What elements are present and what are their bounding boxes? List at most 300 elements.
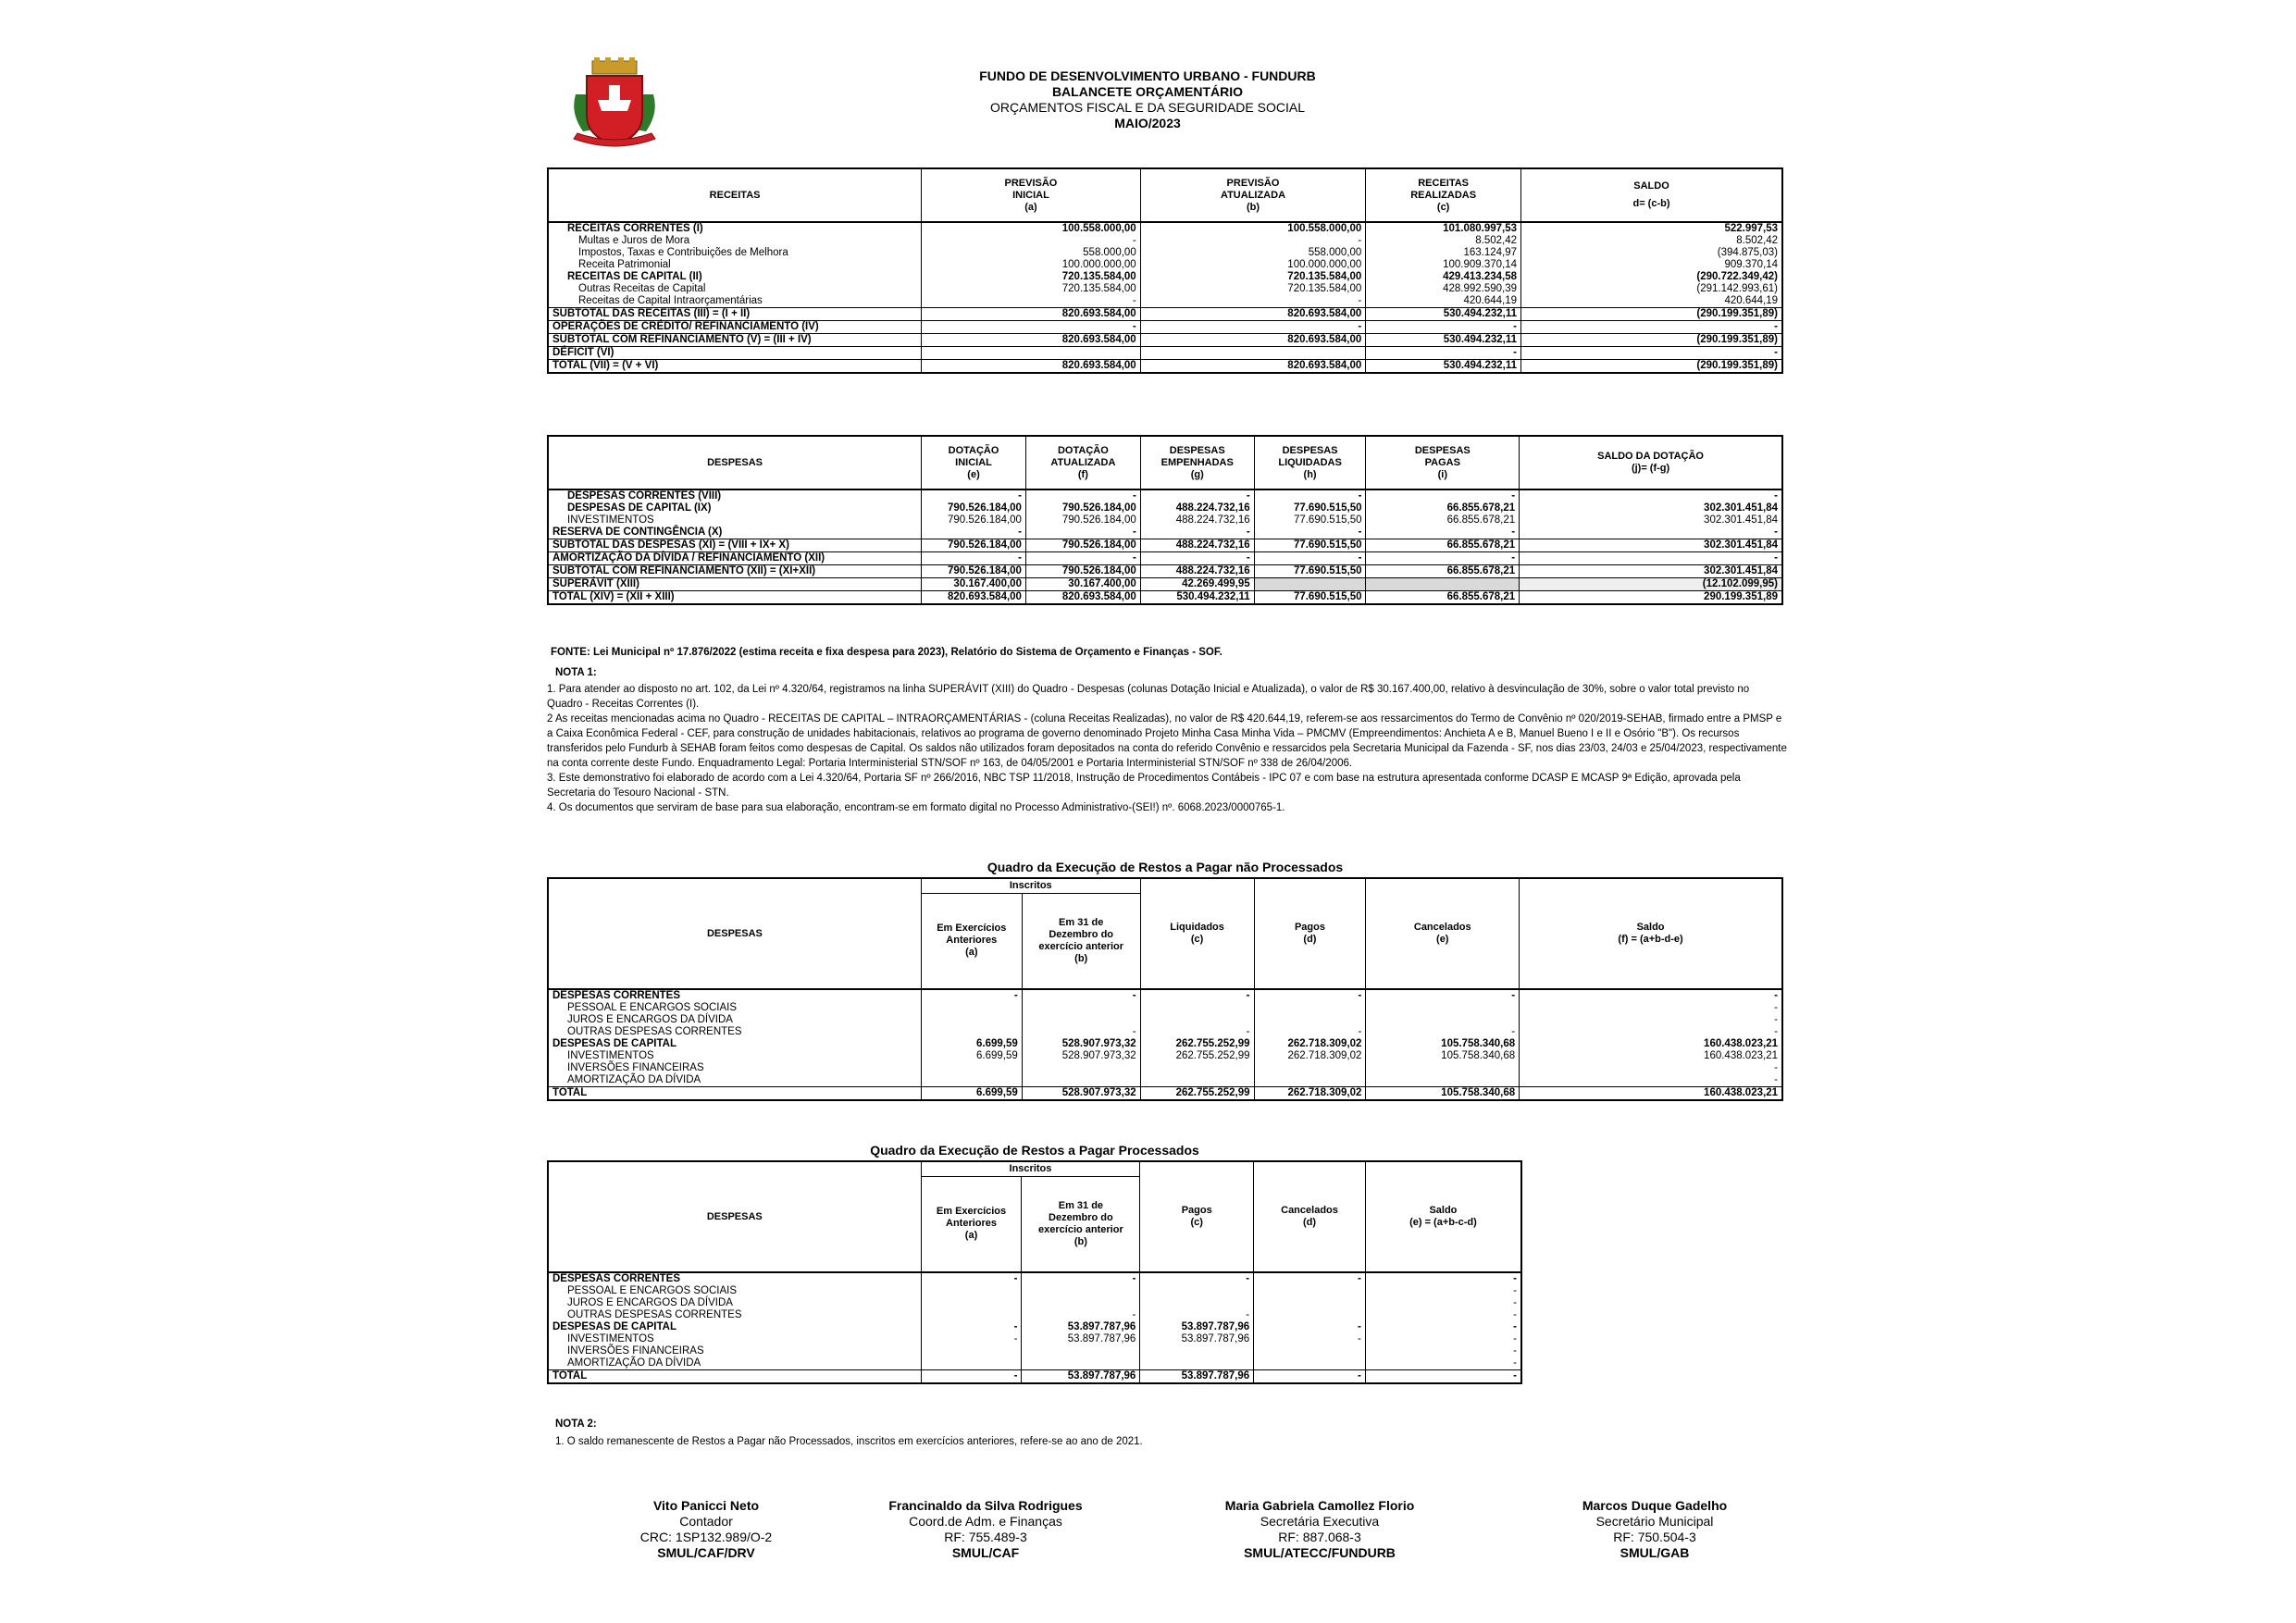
cell-value xyxy=(921,1074,1022,1087)
cell-value: 6.699,59 xyxy=(921,1050,1022,1062)
table-row xyxy=(548,334,1782,347)
row-label: PESSOAL E ENCARGOS SOCIAIS xyxy=(548,1285,921,1297)
cell-value: 820.693.584,00 xyxy=(1140,360,1366,374)
cell-value: 488.224.732,16 xyxy=(1140,502,1254,514)
cell-value xyxy=(1366,1002,1520,1014)
cell-value xyxy=(921,1026,1022,1038)
table-row xyxy=(548,1050,1782,1062)
cell-value: 820.693.584,00 xyxy=(922,308,1141,321)
cell-value xyxy=(1140,1345,1254,1357)
signatory-role: Contador xyxy=(679,1514,733,1529)
cell-value: - xyxy=(922,235,1141,247)
coat-of-arms-logo xyxy=(566,57,663,154)
cell-value: 262.718.309,02 xyxy=(1254,1050,1366,1062)
cell-value: - xyxy=(1520,527,1782,539)
cell-value: 53.897.787,96 xyxy=(1140,1321,1254,1333)
row-label: TOTAL (XIV) = (XII + XIII) xyxy=(548,591,922,605)
cell-value: - xyxy=(1140,489,1254,502)
row-label: AMORTIZAÇÃO DA DÍVIDA xyxy=(548,1357,921,1370)
header-subtitle: BALANCETE ORÇAMENTÁRIO xyxy=(1051,84,1244,99)
cell-value: 302.301.451,84 xyxy=(1520,565,1782,578)
table-row xyxy=(548,1333,1521,1345)
col-header-liquidados: Liquidados (c) xyxy=(1140,878,1254,989)
cell-value: - xyxy=(1254,527,1366,539)
cell-value xyxy=(921,1357,1022,1370)
col-header-previsao-atualizada: PREVISÃO ATUALIZADA (b) xyxy=(1140,168,1366,222)
cell-value: 42.269.499,95 xyxy=(1140,578,1254,591)
note-item-4: 4. Os documentos que serviram de base para sua elaboração, encontram-se em formato digital no Processo Administrativo-(SEI!) nº. 6068.2023/0000765-1. xyxy=(547,802,1285,813)
table-row xyxy=(548,1370,1521,1384)
cell-value xyxy=(1366,578,1520,591)
cell-value xyxy=(1022,1357,1140,1370)
cell-value: 66.855.678,21 xyxy=(1366,502,1520,514)
col-header-saldo: Saldo (e) = (a+b-c-d) xyxy=(1365,1161,1521,1272)
row-label: DESPESAS CORRENTES xyxy=(548,1272,921,1285)
cell-value: 8.502,42 xyxy=(1521,235,1782,247)
cell-value: 530.494.232,11 xyxy=(1366,360,1521,374)
cell-value: - xyxy=(1025,527,1140,539)
table-row xyxy=(548,1297,1521,1309)
table-row xyxy=(548,1087,1782,1101)
cell-value: - xyxy=(1022,1272,1140,1285)
col-header-despesas-pagas: DESPESAS PAGAS (i) xyxy=(1366,436,1520,489)
cell-value: 66.855.678,21 xyxy=(1366,539,1520,552)
col-header-31-dezembro: Em 31 de Dezembro do exercício anterior (b) xyxy=(1022,893,1140,989)
cell-value: 558.000,00 xyxy=(1140,247,1366,259)
cell-value: 790.526.184,00 xyxy=(1025,514,1140,527)
cell-value xyxy=(1140,1297,1254,1309)
signatory-name: Maria Gabriela Camollez Florio xyxy=(1224,1498,1415,1513)
cell-value: 488.224.732,16 xyxy=(1140,539,1254,552)
col-header-31-dezembro: Em 31 de Dezembro do exercício anterior (b) xyxy=(1022,1176,1140,1272)
cell-value: - xyxy=(1140,1309,1254,1321)
row-label: RECEITAS CORRENTES (I) xyxy=(548,222,922,235)
cell-value: 528.907.973,32 xyxy=(1022,1087,1140,1101)
cell-value xyxy=(921,1062,1022,1074)
cell-value: 820.693.584,00 xyxy=(1140,334,1366,347)
signatory-registry: RF: 887.068-3 xyxy=(1278,1530,1361,1544)
cell-value: - xyxy=(1520,489,1782,502)
col-header-dotacao-inicial: DOTAÇÃO INICIAL (e) xyxy=(922,436,1026,489)
cell-value: - xyxy=(1254,1272,1366,1285)
signature-block xyxy=(586,1498,826,1561)
nota1-title: NOTA 1: xyxy=(555,667,597,678)
col-header-inscritos: Inscritos xyxy=(921,1161,1140,1176)
cell-value: - xyxy=(921,1370,1022,1384)
cell-value xyxy=(1254,1297,1366,1309)
cell-value: 558.000,00 xyxy=(922,247,1141,259)
cell-value: - xyxy=(1365,1309,1521,1321)
row-label: DÉFICIT (VI) xyxy=(548,347,922,360)
rpp-title: Quadro da Execução de Restos a Pagar Processados xyxy=(870,1143,1199,1158)
row-label: INVESTIMENTOS xyxy=(548,1050,921,1062)
cell-value: - xyxy=(1365,1333,1521,1345)
cell-value: 790.526.184,00 xyxy=(922,514,1026,527)
row-label: DESPESAS CORRENTES (VIII) xyxy=(548,489,922,502)
cell-value xyxy=(1140,1357,1254,1370)
row-label: SUBTOTAL DAS DESPESAS (XI) = (VIII + IX+ X) xyxy=(548,539,922,552)
cell-value: - xyxy=(1022,989,1140,1002)
col-header-despesas: DESPESAS xyxy=(548,436,922,489)
signatory-unit: SMUL/CAF xyxy=(951,1545,1020,1560)
cell-value: 105.758.340,68 xyxy=(1366,1038,1520,1050)
cell-value: 262.755.252,99 xyxy=(1140,1038,1254,1050)
cell-value: 530.494.232,11 xyxy=(1366,334,1521,347)
cell-value: - xyxy=(1366,321,1521,334)
table-row xyxy=(548,502,1782,514)
cell-value: 77.690.515,50 xyxy=(1254,514,1366,527)
cell-value: - xyxy=(1140,552,1254,565)
cell-value: 160.438.023,21 xyxy=(1520,1038,1782,1050)
cell-value: 720.135.584,00 xyxy=(1140,271,1366,283)
cell-value: - xyxy=(921,1321,1022,1333)
cell-value xyxy=(1254,1002,1366,1014)
cell-value: 66.855.678,21 xyxy=(1366,514,1520,527)
cell-value: - xyxy=(1365,1345,1521,1357)
table-row xyxy=(548,321,1782,334)
cell-value: (290.199.351,89) xyxy=(1521,334,1782,347)
cell-value xyxy=(1366,1062,1520,1074)
table-row xyxy=(548,271,1782,283)
cell-value: - xyxy=(1140,321,1366,334)
cell-value: - xyxy=(1140,1272,1254,1285)
signatory-name: Francinaldo da Silva Rodrigues xyxy=(888,1498,1083,1513)
cell-value: - xyxy=(1366,347,1521,360)
cell-value: - xyxy=(1025,489,1140,502)
signatory-unit: SMUL/ATECC/FUNDURB xyxy=(1244,1545,1396,1560)
cell-value: - xyxy=(1521,347,1782,360)
document-header xyxy=(925,68,1370,131)
table-row xyxy=(548,591,1782,605)
col-header-cancelados: Cancelados (d) xyxy=(1254,1161,1366,1272)
cell-value xyxy=(1254,1062,1366,1074)
row-label: OPERAÇÕES DE CRÉDITO/ REFINANCIAMENTO (IV) xyxy=(548,321,922,334)
note-item-3: 3. Este demonstrativo foi elaborado de acordo com a Lei 4.320/64, Portaria SF nº 266/2016, NBC TSP 11/2018, Instrução de Procedimentos Contábeis - IPC 07 e com base na estrutura apresentada conforme DCASP E MCASP 9ª Edição, aprovada pela Secretaria do Tesouro Nacional - STN. xyxy=(547,773,1741,799)
cell-value: 262.755.252,99 xyxy=(1140,1087,1254,1101)
cell-value xyxy=(1022,1002,1140,1014)
cell-value: 77.690.515,50 xyxy=(1254,591,1366,605)
signatory-unit: SMUL/GAB xyxy=(1620,1545,1690,1560)
cell-value: - xyxy=(1365,1285,1521,1297)
cell-value: 530.494.232,11 xyxy=(1366,308,1521,321)
cell-value: - xyxy=(1140,235,1366,247)
cell-value: 720.135.584,00 xyxy=(1140,283,1366,295)
cell-value xyxy=(1140,1074,1254,1087)
col-header-exercicios-anteriores: Em Exercícios Anteriores (a) xyxy=(921,893,1022,989)
table-row xyxy=(548,1357,1521,1370)
table-row xyxy=(548,552,1782,565)
cell-value: - xyxy=(1520,1026,1782,1038)
cell-value xyxy=(921,1345,1022,1357)
col-header-pagos: Pagos (d) xyxy=(1254,878,1366,989)
table-row xyxy=(548,514,1782,527)
cell-value: - xyxy=(1254,489,1366,502)
cell-value: - xyxy=(1140,295,1366,308)
cell-value: - xyxy=(1365,1297,1521,1309)
cell-value: - xyxy=(1366,1026,1520,1038)
cell-value xyxy=(1254,1014,1366,1026)
cell-value xyxy=(1254,1285,1366,1297)
row-label: Impostos, Taxas e Contribuições de Melhora xyxy=(548,247,922,259)
cell-value xyxy=(1140,347,1366,360)
cell-value: 53.897.787,96 xyxy=(1140,1333,1254,1345)
rpnp-title: Quadro da Execução de Restos a Pagar não Processados xyxy=(987,860,1344,874)
cell-value: - xyxy=(1025,552,1140,565)
cell-value xyxy=(1022,1297,1140,1309)
cell-value: (290.199.351,89) xyxy=(1521,360,1782,374)
despesas-table xyxy=(547,435,1783,605)
table-row xyxy=(548,565,1782,578)
cell-value xyxy=(921,1297,1022,1309)
cell-value: (291.142.993,61) xyxy=(1521,283,1782,295)
cell-value: 262.718.309,02 xyxy=(1254,1038,1366,1050)
col-header-receitas: RECEITAS xyxy=(548,168,922,222)
cell-value: 160.438.023,21 xyxy=(1520,1087,1782,1101)
cell-value: 790.526.184,00 xyxy=(922,565,1026,578)
row-label: SUBTOTAL COM REFINANCIAMENTO (V) = (III + IV) xyxy=(548,334,922,347)
cell-value xyxy=(1140,1014,1254,1026)
cell-value xyxy=(921,1014,1022,1026)
cell-value xyxy=(1366,1074,1520,1087)
cell-value: - xyxy=(1365,1370,1521,1384)
row-label: INVESTIMENTOS xyxy=(548,1333,921,1345)
cell-value: 100.558.000,00 xyxy=(1140,222,1366,235)
cell-value: - xyxy=(1254,1321,1366,1333)
table-row xyxy=(548,360,1782,374)
cell-value: 420.644,19 xyxy=(1366,295,1521,308)
table-row xyxy=(548,259,1782,271)
cell-value xyxy=(1140,1062,1254,1074)
table-row xyxy=(548,222,1782,235)
table-row xyxy=(548,489,1782,502)
cell-value: 100.000.000,00 xyxy=(922,259,1141,271)
table-row xyxy=(548,527,1782,539)
cell-value: 790.526.184,00 xyxy=(1025,565,1140,578)
row-label: INVERSÕES FINANCEIRAS xyxy=(548,1345,921,1357)
cell-value: 790.526.184,00 xyxy=(1025,502,1140,514)
cell-value: - xyxy=(921,1272,1022,1285)
col-header-saldo: Saldo (f) = (a+b-d-e) xyxy=(1520,878,1782,989)
cell-value: - xyxy=(1520,989,1782,1002)
nota2-body: 1. O saldo remanescente de Restos a Pagar não Processados, inscritos em exercícios anteriores, refere-se ao ano de 2021. xyxy=(555,1436,1143,1447)
row-label: JUROS E ENCARGOS DA DÍVIDA xyxy=(548,1014,921,1026)
cell-value: - xyxy=(1366,489,1520,502)
cell-value: 163.124,97 xyxy=(1366,247,1521,259)
cell-value: 53.897.787,96 xyxy=(1022,1321,1140,1333)
cell-value: 77.690.515,50 xyxy=(1254,565,1366,578)
cell-value xyxy=(1254,578,1366,591)
header-title: FUNDO DE DESENVOLVIMENTO URBANO - FUNDURB xyxy=(979,68,1316,83)
cell-value: - xyxy=(1254,1333,1366,1345)
table-row xyxy=(548,1062,1782,1074)
cell-value: (290.199.351,89) xyxy=(1521,308,1782,321)
table-row xyxy=(548,1309,1521,1321)
row-label: Outras Receitas de Capital xyxy=(548,283,922,295)
cell-value: - xyxy=(1254,552,1366,565)
row-label: INVESTIMENTOS xyxy=(548,514,922,527)
header-scope: ORÇAMENTOS FISCAL E DA SEGURIDADE SOCIAL xyxy=(990,100,1305,115)
cell-value: 302.301.451,84 xyxy=(1520,514,1782,527)
cell-value: 488.224.732,16 xyxy=(1140,514,1254,527)
col-header-exercicios-anteriores: Em Exercícios Anteriores (a) xyxy=(921,1176,1022,1272)
cell-value: 820.693.584,00 xyxy=(922,591,1026,605)
cell-value: 820.693.584,00 xyxy=(922,360,1141,374)
cell-value: 262.718.309,02 xyxy=(1254,1087,1366,1101)
cell-value: - xyxy=(921,989,1022,1002)
note-item-1: 1. Para atender ao disposto no art. 102, da Lei nº 4.320/64, registramos na linha SUPERÁVIT (XIII) do Quadro - Despesas (colunas Dotação Inicial e Atualizada), o valor de R$ 30.167.400,00, relativo à desvinculação de 30%, sobre o valor total previsto no Quadro - Receitas Correntes (I). xyxy=(547,684,1750,710)
cell-value: 428.992.590,39 xyxy=(1366,283,1521,295)
row-label: JUROS E ENCARGOS DA DÍVIDA xyxy=(548,1297,921,1309)
col-header-previsao-inicial: PREVISÃO INICIAL (a) xyxy=(922,168,1141,222)
col-header-despesas-empenhadas: DESPESAS EMPENHADAS (g) xyxy=(1140,436,1254,489)
cell-value: 100.909.370,14 xyxy=(1366,259,1521,271)
row-label: INVERSÕES FINANCEIRAS xyxy=(548,1062,921,1074)
cell-value: (290.722.349,42) xyxy=(1521,271,1782,283)
cell-value: 30.167.400,00 xyxy=(1025,578,1140,591)
table-row xyxy=(548,347,1782,360)
cell-value: - xyxy=(922,295,1141,308)
cell-value: 488.224.732,16 xyxy=(1140,565,1254,578)
cell-value: 820.693.584,00 xyxy=(1140,308,1366,321)
signatory-role: Coord.de Adm. e Finanças xyxy=(909,1514,1062,1529)
cell-value: 8.502,42 xyxy=(1366,235,1521,247)
cell-value xyxy=(1254,1309,1366,1321)
cell-value: 77.690.515,50 xyxy=(1254,502,1366,514)
cell-value: 101.080.997,53 xyxy=(1366,222,1521,235)
cell-value xyxy=(1254,1074,1366,1087)
signature-block xyxy=(1195,1498,1445,1561)
cell-value: 30.167.400,00 xyxy=(922,578,1026,591)
cell-value: 105.758.340,68 xyxy=(1366,1087,1520,1101)
cell-value: 790.526.184,00 xyxy=(922,539,1026,552)
cell-value: 66.855.678,21 xyxy=(1366,591,1520,605)
signatory-role: Secretário Municipal xyxy=(1595,1514,1714,1529)
row-label: RECEITAS DE CAPITAL (II) xyxy=(548,271,922,283)
cell-value: 105.758.340,68 xyxy=(1366,1050,1520,1062)
row-label: PESSOAL E ENCARGOS SOCIAIS xyxy=(548,1002,921,1014)
cell-value: 530.494.232,11 xyxy=(1140,591,1254,605)
row-label: Receitas de Capital Intraorçamentárias xyxy=(548,295,922,308)
col-header-despesas: DESPESAS xyxy=(548,1161,921,1272)
cell-value: 302.301.451,84 xyxy=(1520,502,1782,514)
cell-value: 302.301.451,84 xyxy=(1520,539,1782,552)
table-row xyxy=(548,1321,1521,1333)
cell-value: 909.370,14 xyxy=(1521,259,1782,271)
cell-value: - xyxy=(1520,552,1782,565)
cell-value xyxy=(1022,1345,1140,1357)
cell-value: 6.699,59 xyxy=(921,1038,1022,1050)
cell-value xyxy=(1022,1014,1140,1026)
cell-value: 160.438.023,21 xyxy=(1520,1050,1782,1062)
col-header-cancelados: Cancelados (e) xyxy=(1366,878,1520,989)
header-period: MAIO/2023 xyxy=(1114,116,1181,130)
row-label: DESPESAS DE CAPITAL xyxy=(548,1321,921,1333)
cell-value: 77.690.515,50 xyxy=(1254,539,1366,552)
cell-value: - xyxy=(921,1333,1022,1345)
col-header-dotacao-atualizada: DOTAÇÃO ATUALIZADA (f) xyxy=(1025,436,1140,489)
row-label: OUTRAS DESPESAS CORRENTES xyxy=(548,1026,921,1038)
col-header-receitas-realizadas: RECEITAS REALIZADAS (c) xyxy=(1366,168,1521,222)
row-label: TOTAL (VII) = (V + VI) xyxy=(548,360,922,374)
cell-value: - xyxy=(1365,1272,1521,1285)
col-header-saldo-dotacao: SALDO DA DOTAÇÃO (j)= (f-g) xyxy=(1520,436,1782,489)
cell-value: - xyxy=(1366,527,1520,539)
cell-value: 720.135.584,00 xyxy=(922,283,1141,295)
cell-value: - xyxy=(1520,1074,1782,1087)
cell-value: 100.000.000,00 xyxy=(1140,259,1366,271)
row-label: Multas e Juros de Mora xyxy=(548,235,922,247)
nota2-title: NOTA 2: xyxy=(555,1419,597,1430)
cell-value xyxy=(1022,1074,1140,1087)
cell-value: 820.693.584,00 xyxy=(1025,591,1140,605)
row-label: OUTRAS DESPESAS CORRENTES xyxy=(548,1309,921,1321)
table-row xyxy=(548,1074,1782,1087)
cell-value: 820.693.584,00 xyxy=(922,334,1141,347)
cell-value: - xyxy=(1366,552,1520,565)
cell-value: - xyxy=(1140,1026,1254,1038)
cell-value: 53.897.787,96 xyxy=(1022,1370,1140,1384)
cell-value: - xyxy=(1366,989,1520,1002)
table-row xyxy=(548,295,1782,308)
table-row xyxy=(548,989,1782,1002)
col-header-despesas: DESPESAS xyxy=(548,878,921,989)
col-header-inscritos: Inscritos xyxy=(921,878,1140,893)
cell-value: - xyxy=(1140,527,1254,539)
cell-value: - xyxy=(1254,1370,1366,1384)
row-label: SUPERÁVIT (XIII) xyxy=(548,578,922,591)
note-item-2: 2 As receitas mencionadas acima no Quadro - RECEITAS DE CAPITAL – INTRAORÇAMENTÁRIAS - (coluna Receitas Realizadas), no valor de R$ 420.644,19, referem-se aos ressarcimentos do Termo de Convênio nº 020/2019-SEHAB, firmado entre a PMSP e a Caixa Econômica Federal - CEF, para construção de unidades habitacionais, relativos ao programa de governo denominado Projeto Minha Casa Minha Vida – PMCMV (Empreendimentos: Anchieta A e B, Manuel Bueno I e II e Osório "B"). Os recursos transferidos pelo Fundurb à SEHAB foram feitos como despesas de Capital. Os saldos não utilizados foram depositados na conta do referido Convênio e ressarcidos pela Secretaria Municipal da Fazenda - SF, nos dias 23/03, 24/03 e 25/04/2023, respectivamente na conta corrente deste Fundo. Enquadramento Legal: Portaria Interministerial STN/SOF nº 163, de 04/05/2001 e Portaria Interministerial STN/SOF nº 338 de 26/04/2006. xyxy=(547,713,1787,769)
cell-value: - xyxy=(1520,1002,1782,1014)
cell-value xyxy=(921,1285,1022,1297)
cell-value: 290.199.351,89 xyxy=(1520,591,1782,605)
cell-value: - xyxy=(1365,1321,1521,1333)
cell-value: - xyxy=(922,321,1141,334)
signatory-name: Marcos Duque Gadelho xyxy=(1582,1498,1728,1513)
cell-value: - xyxy=(1254,1026,1366,1038)
signatory-registry: RF: 755.489-3 xyxy=(944,1530,1027,1544)
nota1-body xyxy=(547,682,1787,815)
row-label: RESERVA DE CONTINGÊNCIA (X) xyxy=(548,527,922,539)
cell-value: 420.644,19 xyxy=(1521,295,1782,308)
col-header-despesas-liquidadas: DESPESAS LIQUIDADAS (h) xyxy=(1254,436,1366,489)
row-label: AMORTIZAÇÃO DA DÍVIDA / REFINANCIAMENTO (XII) xyxy=(548,552,922,565)
cell-value: 790.526.184,00 xyxy=(922,502,1026,514)
cell-value: 6.699,59 xyxy=(921,1087,1022,1101)
cell-value: 100.558.000,00 xyxy=(922,222,1141,235)
signatory-registry: RF: 750.504-3 xyxy=(1613,1530,1696,1544)
cell-value: (394.875,03) xyxy=(1521,247,1782,259)
cell-value: - xyxy=(1365,1357,1521,1370)
row-label: Receita Patrimonial xyxy=(548,259,922,271)
cell-value: - xyxy=(922,527,1026,539)
cell-value: - xyxy=(922,552,1026,565)
cell-value: - xyxy=(1521,321,1782,334)
cell-value: 528.907.973,32 xyxy=(1022,1050,1140,1062)
cell-value xyxy=(1140,1285,1254,1297)
table-row xyxy=(548,539,1782,552)
row-label: TOTAL xyxy=(548,1370,921,1384)
cell-value: - xyxy=(1022,1309,1140,1321)
cell-value xyxy=(1366,1014,1520,1026)
row-label: AMORTIZAÇÃO DA DÍVIDA xyxy=(548,1074,921,1087)
cell-value xyxy=(1022,1062,1140,1074)
table-row xyxy=(548,1002,1782,1014)
cell-value xyxy=(922,347,1141,360)
rpnp-table xyxy=(547,877,1783,1101)
row-label: TOTAL xyxy=(548,1087,921,1101)
cell-value: - xyxy=(1520,1062,1782,1074)
table-row xyxy=(548,1038,1782,1050)
